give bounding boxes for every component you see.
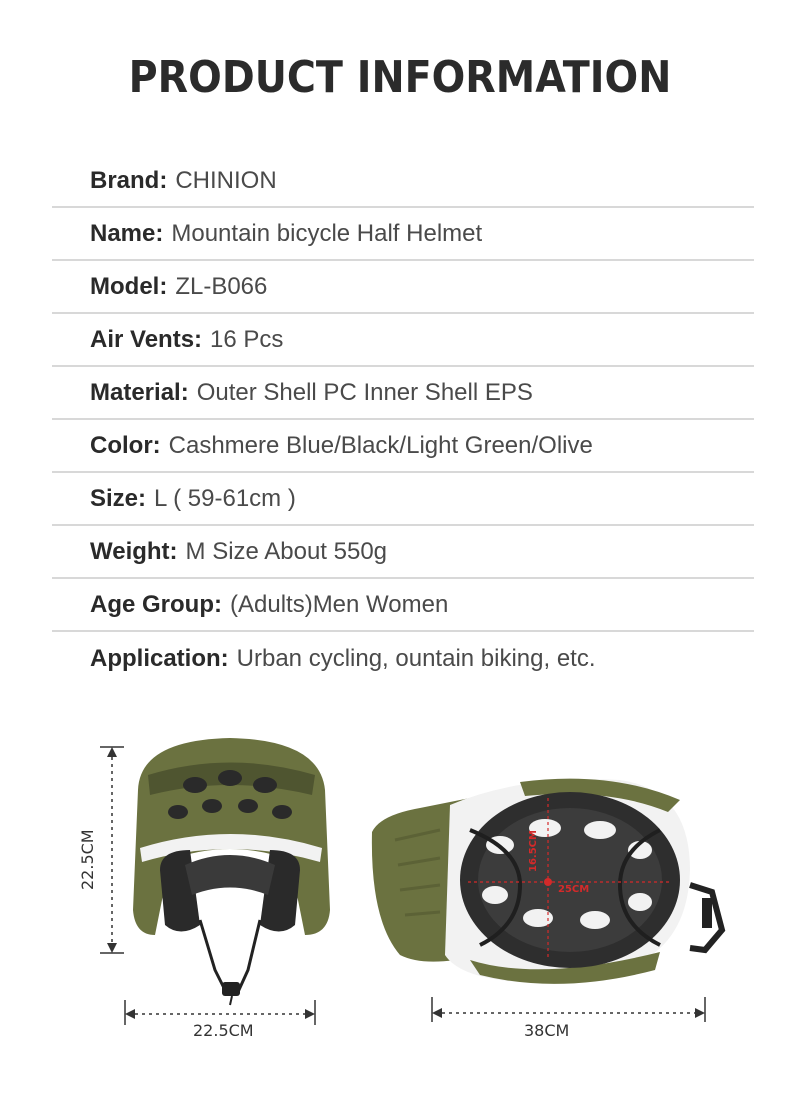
spec-row-color bbox=[52, 420, 754, 473]
side-length-dimension-line bbox=[432, 997, 705, 1022]
helmet-side-view bbox=[372, 779, 722, 984]
spec-label: Color: bbox=[90, 431, 161, 459]
spec-row-model bbox=[52, 261, 754, 314]
spec-label: Age Group: bbox=[90, 590, 222, 618]
spec-value: M Size About 550g bbox=[185, 537, 388, 565]
spec-value: (Adults)Men Women bbox=[230, 590, 449, 618]
spec-row-material bbox=[52, 367, 754, 420]
spec-label: Air Vents: bbox=[90, 325, 203, 353]
spec-row-air-vents bbox=[52, 314, 754, 367]
helmet-illustration bbox=[0, 720, 800, 1080]
front-width-label: 22.5CM bbox=[193, 1021, 254, 1040]
spec-label: Weight: bbox=[90, 537, 178, 565]
side-length-label: 38CM bbox=[524, 1021, 570, 1040]
spec-label: Brand: bbox=[90, 166, 168, 194]
spec-row-size bbox=[52, 473, 754, 526]
spec-row-application bbox=[52, 632, 754, 685]
spec-value: Cashmere Blue/Black/Light Green/Olive bbox=[168, 431, 593, 459]
front-height-label: 22.5CM bbox=[78, 829, 97, 890]
spec-label: Model: bbox=[90, 272, 168, 300]
spec-row-brand bbox=[52, 155, 754, 208]
spec-value: L ( 59-61cm ) bbox=[154, 484, 296, 512]
spec-list bbox=[52, 155, 754, 685]
inner-depth-label: 16.5CM bbox=[528, 830, 539, 872]
helmet-front-view bbox=[133, 738, 330, 1005]
spec-value: Urban cycling, ountain biking, etc. bbox=[236, 644, 596, 672]
spec-row-weight bbox=[52, 526, 754, 579]
spec-label: Material: bbox=[90, 378, 189, 406]
helmet-dimension-figure bbox=[0, 720, 800, 1080]
spec-row-age-group bbox=[52, 579, 754, 632]
inner-width-label: 25CM bbox=[558, 884, 590, 895]
spec-value: 16 Pcs bbox=[210, 325, 284, 353]
spec-row-name bbox=[52, 208, 754, 261]
front-height-dimension-line bbox=[100, 747, 124, 953]
spec-value: Outer Shell PC Inner Shell EPS bbox=[196, 378, 533, 406]
spec-label: Size: bbox=[90, 484, 147, 512]
spec-label: Name: bbox=[90, 219, 164, 247]
spec-label: Application: bbox=[90, 644, 229, 672]
page-title: PRODUCT INFORMATION bbox=[128, 52, 672, 103]
spec-value: Mountain bicycle Half Helmet bbox=[171, 219, 483, 247]
spec-value: CHINION bbox=[175, 166, 277, 194]
spec-value: ZL-B066 bbox=[175, 272, 268, 300]
